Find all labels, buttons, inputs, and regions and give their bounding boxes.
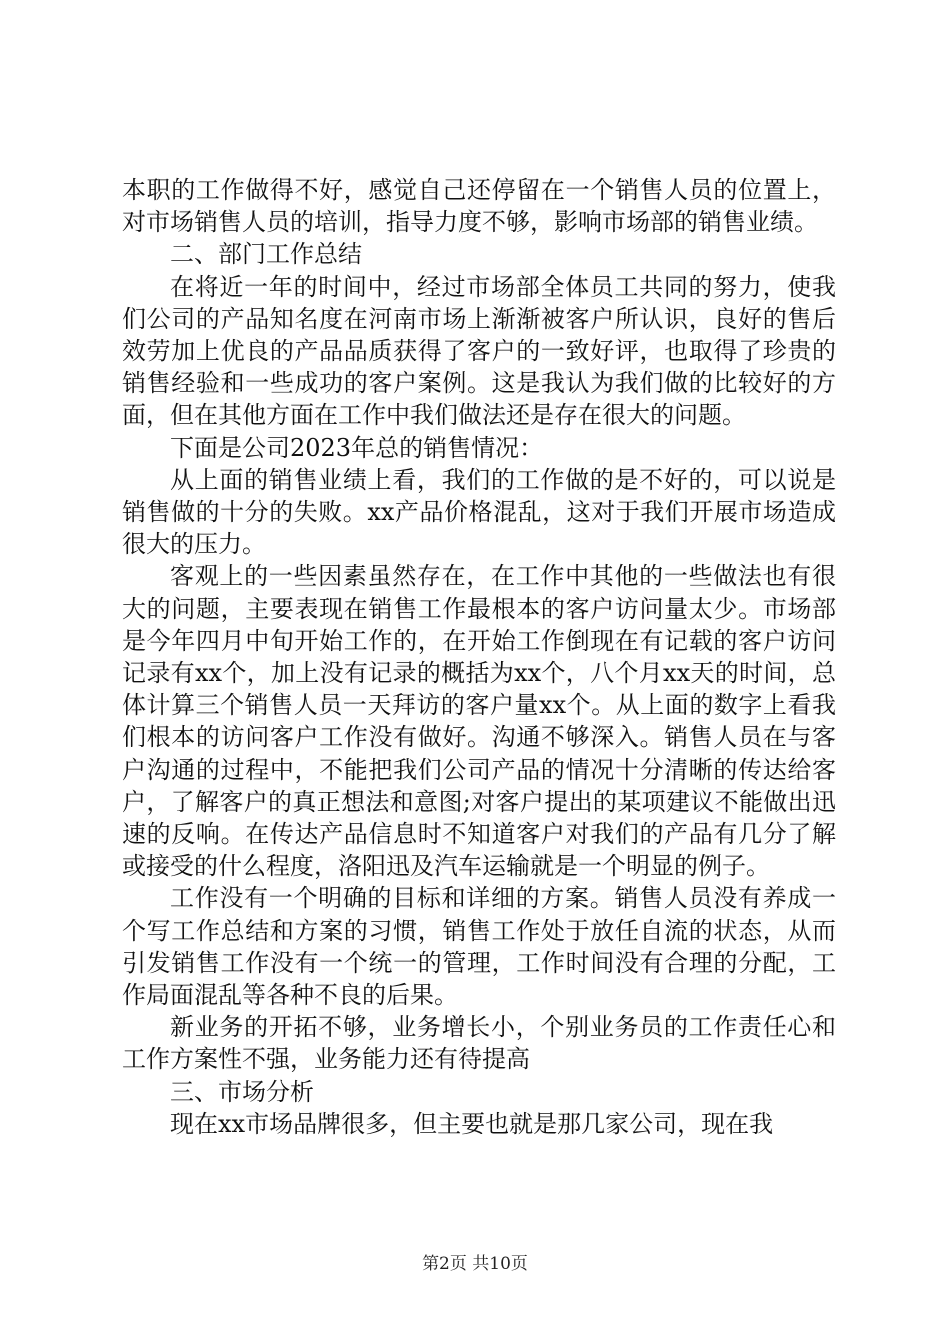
paragraph-5: 客观上的一些因素虽然存在，在工作中其他的一些做法也有很大的问题，主要表现在销售工作最根本的客户访问量太少。市场部是今年四月中旬开始工作的，在开始工作倒现在有记载的客户访问记录有xx个，加上没有记录的概括为xx个，八个月xx天的时间，总体计算三个销售人员一天拜访的客户量xx个。从上面的数字上看我们根本的访问客户工作没有做好。沟通不够深入。销售人员在与客户沟通的过程中，不能把我们公司产品的情况十分清晰的传达给客户，了解客户的真正想法和意图;对客户提出的某项建议不能做出迅速的反响。在传达产品信息时不知道客户对我们的产品有几分了解或接受的什么程度，洛阳迅及汽车运输就是一个明显的例子。 (122, 562, 836, 881)
page-number: 第2页 共10页 (422, 1254, 528, 1274)
paragraph-1: 本职的工作做得不好，感觉自己还停留在一个销售人员的位置上，对市场销售人员的培训，指导力度不够，影响市场部的销售业绩。 (122, 176, 836, 237)
section-heading-department-summary: 二、部门工作总结 (170, 240, 362, 269)
paragraph-4: 从上面的销售业绩上看，我们的工作做的是不好的，可以说是销售做的十分的失败。xx产品价格混乱，这对于我们开展市场造成很大的压力。 (122, 465, 836, 559)
paragraph-8: 现在xx市场品牌很多，但主要也就是那几家公司，现在我 (170, 1109, 774, 1138)
document-body (122, 174, 836, 1140)
paragraph-6: 工作没有一个明确的目标和详细的方案。销售人员没有养成一个写工作总结和方案的习惯，销售工作处于放任自流的状态，从而引发销售工作没有一个统一的管理，工作时间没有合理的分配，工作局面混乱等各种不良的后果。 (122, 884, 836, 1010)
section-heading-market-analysis: 三、市场分析 (170, 1077, 314, 1106)
page-footer (0, 1249, 950, 1274)
paragraph-3: 下面是公司2023年总的销售情况： (170, 433, 544, 462)
paragraph-2: 在将近一年的时间中，经过市场部全体员工共同的努力，使我们公司的产品知名度在河南市场上渐渐被客户所认识，良好的售后效劳加上优良的产品品质获得了客户的一致好评，也取得了珍贵的销售经验和一些成功的客户案例。这是我认为我们做的比较好的方面，但在其他方面在工作中我们做法还是存在很大的问题。 (122, 272, 836, 430)
paragraph-7: 新业务的开拓不够，业务增长小，个别业务员的工作责任心和工作方案性不强，业务能力还有待提高 (122, 1013, 836, 1074)
